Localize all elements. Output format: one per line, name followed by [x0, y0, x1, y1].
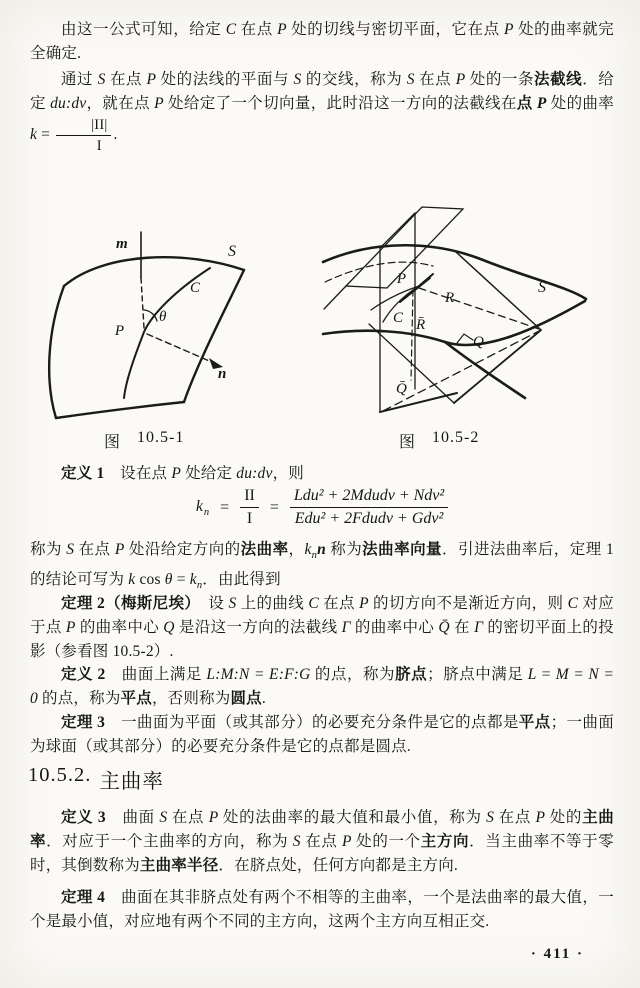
formula-k: k [195, 497, 203, 515]
figure-10-5-1 [46, 190, 268, 428]
fraction-denominator: I [96, 138, 102, 155]
fraction-numerator: |II| [56, 116, 111, 136]
caption-label: 图 [104, 434, 122, 451]
equals-sign: = [269, 498, 279, 516]
figure-1-caption [104, 429, 184, 452]
formula-k-subscript: n [203, 506, 210, 518]
caption-label: 图 [399, 434, 417, 451]
vector-n-line [147, 334, 214, 363]
label-C: C [393, 310, 404, 326]
caption-number: 10.5-2 [432, 429, 480, 446]
label-theta: θ [159, 309, 167, 325]
paragraph-after-formula: 称为 S 在点 P 处沿给定方向的法曲率，$k_nn$ 称为法曲率向量．引进法曲率后，定理 1 的结论可写为 k $\cos \theta = k_n$．由此得到 [30, 541, 614, 591]
definition-3: 定义 3 曲面 S 在点 P 处的法曲率的最大值和最小值，称为 S 在点 P 处的主曲率．对应于一个主曲率的方向，称为 S 在点 P 处的一个主方向．当主曲率不等于零时，其倒数称为主曲率半径．在脐点处，任何方向都是主方向. [30, 809, 614, 874]
section-heading-principal-curvature [28, 764, 164, 794]
paragraph-curvature-determined: 由这一公式可知，给定 C 在点 P 处的切线与密切平面，它在点 P 处的曲率就完全确定. [30, 21, 614, 62]
section-number: 10.5.2. [28, 764, 92, 786]
section-title: 主曲率 [99, 771, 164, 793]
label-n: n [218, 366, 227, 382]
right-angle-mark [457, 334, 473, 343]
equals-sign: = [220, 498, 230, 516]
theorem-3: 定理 3 一曲面为平面（或其部分）的必要充分条件是它的点都是平点；一曲面为球面（或其部分）的必要充分条件是它的点都是圆点. [30, 714, 614, 755]
figure-2-caption [399, 429, 479, 452]
caption-number: 10.5-1 [137, 429, 185, 446]
label-C: C [190, 280, 201, 296]
label-m: m [116, 236, 128, 252]
label-R-bar: R̄ [416, 317, 426, 333]
definition-1: 定义 1 设在点 P 处给定 du:dv，则 [61, 465, 304, 482]
normal-curvature-formula [30, 486, 614, 529]
projection-plane [369, 252, 541, 403]
inline-fraction-k [56, 116, 111, 155]
label-Q-bar: Q̄ [396, 381, 407, 397]
osculating-plane [324, 207, 463, 309]
fraction-fundamental-forms: $\frac{\text{Ldu² + 2Mdudv + Ndv²}}{\text{Edu² + 2Fdudv + Gdv²}}$ [290, 486, 448, 529]
figure-10-5-2 [320, 182, 612, 430]
label-S: S [538, 279, 546, 296]
label-P: P [114, 323, 124, 339]
label-Q: Q [473, 334, 484, 350]
paragraph-normal-section: 通过 S 在点 P 处的法线的平面与 S 的交线，称为 S 在点 P 处的一条法截线．给定 du:dv，就在点 P 处给定了一个切向量，此时沿这一方向的法截线在点 P 处的曲率 k = $\frac{|II|}{I}$ . [30, 71, 614, 155]
fraction-II-I: $\frac{II}{I}$ [240, 486, 259, 529]
definition-2: 定义 2 曲面上满足 L:M:N = E:F:G 的点，称为脐点；脐点中满足 L = M = N = 0 的点，称为平点，否则称为圆点. [30, 666, 614, 707]
label-R: R [445, 290, 455, 306]
label-P: P [396, 271, 406, 287]
page-number: · 411 · [530, 946, 584, 962]
theorem-4: 定理 4 曲面在其非脐点处有两个不相等的主曲率，一个是法曲率的最大值，一个是最小值，对应地有两个不同的主方向，这两个主方向互相正交. [30, 889, 614, 930]
label-S: S [228, 243, 236, 260]
theorem-2-meusnier: 定理 2（梅斯尼埃） 设 S 上的曲线 C 在点 P 的切方向不是渐近方向，则 C 对应于点 P 的曲率中心 Q 是沿这一方向的法截线 Γ 的曲率中心 Q̄ 在 Γ 的密切平面上的投影（参看图 10.5-2）. [30, 595, 614, 660]
